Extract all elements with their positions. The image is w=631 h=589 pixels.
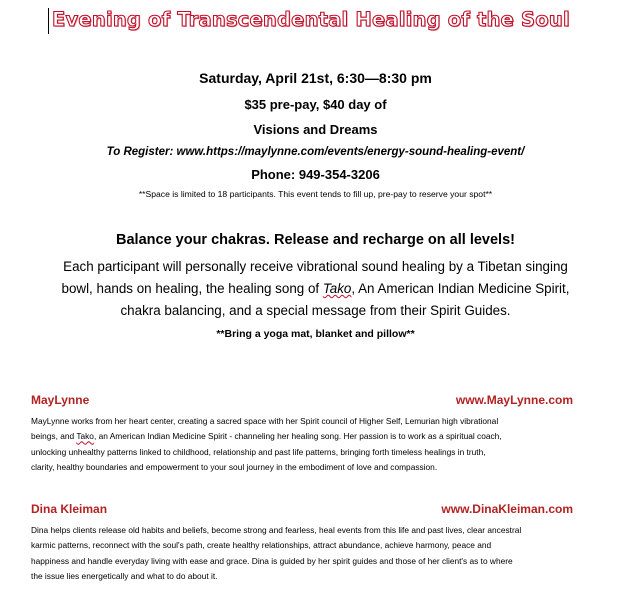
event-venue: Visions and Dreams bbox=[253, 122, 378, 137]
bio-line: Dina helps clients release old habits and beliefs, become strong and fearless, heal events from this life and past lives, clear ancestral bbox=[31, 525, 522, 535]
description-line: Each participant will personally receive vibrational sound healing by a Tibetan singing bbox=[63, 259, 568, 274]
description-line bbox=[0, 278, 631, 300]
practitioner-bio bbox=[31, 414, 601, 475]
event-price: $35 pre-pay, $40 day of bbox=[244, 97, 387, 112]
description-line: chakra balancing, and a special message from their Spirit Guides. bbox=[120, 303, 511, 318]
description bbox=[0, 256, 631, 322]
bio-line: clarity, healthy boundaries and empowerment to your soul journey in the embodiment of love and compassion. bbox=[31, 461, 438, 472]
space-note: **Space is limited to 18 participants. This event tends to fill up, pre-pay to reserve your spot** bbox=[138, 189, 493, 199]
description-text: bowl, hands on healing, the healing song of bbox=[61, 281, 323, 296]
event-datetime: Saturday, April 21st, 6:30—8:30 pm bbox=[199, 70, 432, 86]
title-area bbox=[48, 6, 628, 36]
register-link[interactable]: To Register: www.https://maylynne.com/events/energy-sound-healing-event/ bbox=[106, 146, 525, 158]
bio-line: the issue lies energetically and what to do about it. bbox=[31, 570, 218, 581]
practitioner-bio bbox=[31, 523, 601, 584]
spellcheck-word: Tako bbox=[76, 431, 94, 442]
event-phone: Phone: 949-354-3206 bbox=[251, 167, 380, 182]
bring-note: **Bring a yoga mat, blanket and pillow** bbox=[216, 328, 415, 340]
practitioner-name: MayLynne bbox=[31, 393, 90, 407]
practitioner-name: Dina Kleiman bbox=[31, 502, 108, 516]
text-cursor bbox=[48, 8, 49, 34]
bio-text: , an American Indian Medicine Spirit - channeling her healing song. Her passion is to work as a spiritual coach, bbox=[93, 431, 502, 442]
headline: Balance your chakras. Release and recharge on all levels! bbox=[116, 232, 515, 248]
bio-text: beings, and bbox=[31, 431, 77, 442]
bio-line: karmic patterns, reconnect with the soul's path, create healthy relationships, attract abundance, achieve harmony, peace and bbox=[31, 540, 492, 551]
page-title: Evening of Transcendental Healing of the Soul bbox=[52, 8, 570, 31]
bio-line: unlocking unhealthy patterns linked to childhood, relationship and past life patterns, bringing forth timeless healings in truth, bbox=[31, 446, 486, 457]
bio-line: happiness and handle everyday living with ease and grace. Dina is guided by her spirit guides and those of her client's as to where bbox=[31, 555, 513, 566]
spellcheck-word: Tako bbox=[322, 281, 352, 296]
description-text: , An American Indian Medicine Spirit, bbox=[351, 281, 570, 296]
practitioner-website-link[interactable]: www.MayLynne.com bbox=[455, 393, 573, 407]
bio-line: MayLynne works from her heart center, creating a sacred space with her Spirit council of Higher Self, Lemurian high vibrational bbox=[31, 416, 499, 426]
bio-line bbox=[31, 429, 601, 444]
practitioner-website-link[interactable]: www.DinaKleiman.com bbox=[441, 502, 573, 516]
